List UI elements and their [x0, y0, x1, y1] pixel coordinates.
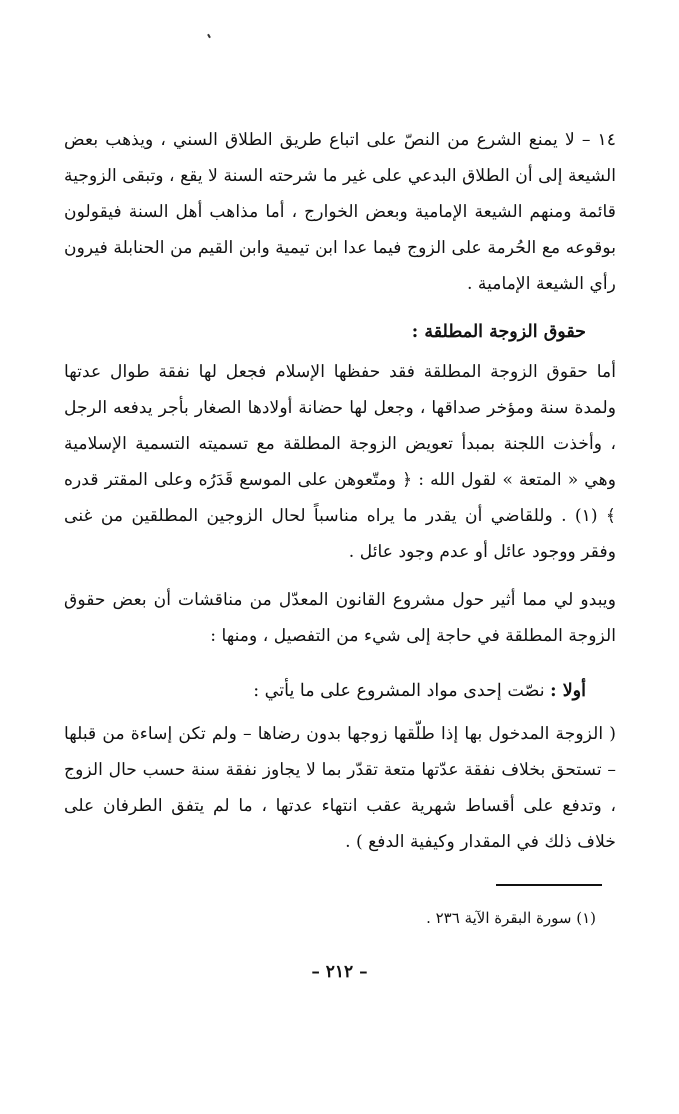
footnote: (١) سورة البقرة الآية ٢٣٦ . [426, 909, 596, 927]
page-number: – ٢١٢ – [311, 962, 368, 982]
ink-speck [207, 34, 211, 38]
first-point-text: نصّت إحدى مواد المشروع على ما يأتي : [253, 681, 545, 701]
paragraph-14: ١٤ – لا يمنع الشرع من النصّ على اتباع طريق الطلاق السني ، ويذهب بعض الشيعة إلى أن الطلاق البدعي على غير ما شرحته السنة لا يقع ، وتبقى الزوجية قائمة ومنهم الشيعة الإمامية وبعض الخوارج ، أما مذاهب أهل السنة فيقولون بوقوعه مع الحُرمة على الزوج فيما عدا ابن تيمية وابن القيم من الحنابلة فيرون رأي الشيعة الإمامية . [64, 130, 616, 294]
paragraph-law: ويبدو لي مما أثير حول مشروع القانون المعدّل من مناقشات أن بعض حقوق الزوجة المطلقة في حاجة إلى شيء من التفصيل ، ومنها : [64, 590, 616, 646]
section-heading: حقوق الزوجة المطلقة : [411, 322, 586, 342]
first-point-lead: أولا : [550, 681, 586, 701]
paragraph-rights: أما حقوق الزوجة المطلقة فقد حفظها الإسلام فجعل لها نفقة طوال عدتها ولمدة سنة ومؤخر صداقها ، وجعل لها حضانة أولادها الصغار بأجر يدفعه الرجل ، وأخذت اللجنة بمبدأ تعويض الزوجة المطلقة مع تسميته التسمية الإسلامية وهي « المتعة » لقول الله : ﴿ ومتّعوهن على الموسع قَدَرُه وعلى المقتر قدره ﴾ (١) . وللقاضي أن يقدر ما يراه مناسباً لحال الزوجين المطلقين من غنى وفقر ووجود عائل أو عدم وجود عائل . [64, 362, 616, 562]
footnote-divider [496, 884, 602, 886]
quoted-article: ( الزوجة المدخول بها إذا طلّقها زوجها بدون رضاها – ولم تكن إساءة من قبلها – تستحق بخلاف نفقة عدّتها متعة تقدّر بما لا يجاوز نفقة سنة حسب حال الزوج ، وتدفع على أقساط شهرية عقب انتهاء عدتها ، ما لم يتفق الطرفان على خلاف ذلك في المقدار وكيفية الدفع ) . [64, 724, 616, 852]
first-point [64, 673, 616, 709]
